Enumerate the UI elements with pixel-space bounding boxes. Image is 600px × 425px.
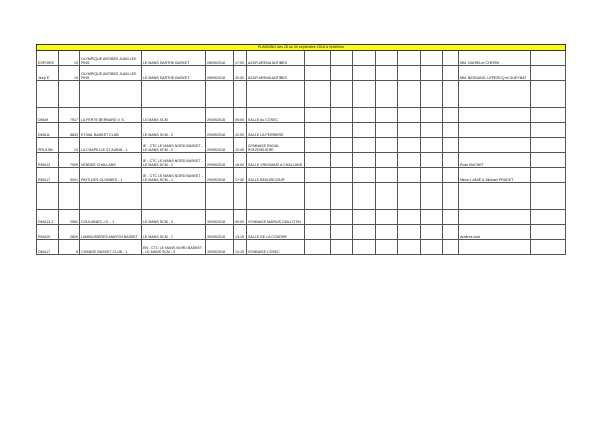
empty-cell [398, 153, 421, 168]
empty-cell [331, 210, 353, 225]
empty-cell [443, 168, 459, 183]
empty-cell [531, 66, 566, 81]
match-number-cell: 3001 [59, 168, 80, 183]
empty-cell [331, 153, 353, 168]
empty-cell [59, 81, 80, 108]
empty-cell [331, 183, 353, 210]
empty-cell [398, 66, 421, 81]
home-team-cell: COULAINES J.S. - 1 [80, 210, 142, 225]
empty-cell [142, 183, 206, 210]
empty-cell [398, 138, 421, 153]
empty-cell [376, 138, 398, 153]
empty-cell [421, 210, 443, 225]
empty-cell [353, 225, 376, 240]
empty-cell [247, 183, 305, 210]
empty-cell [531, 81, 566, 108]
blank-row [37, 183, 566, 210]
empty-cell [305, 183, 331, 210]
empty-cell [37, 81, 59, 108]
match-row [37, 138, 566, 153]
empty-cell [353, 81, 376, 108]
time-cell: 09:00 [234, 210, 247, 225]
empty-cell [398, 168, 421, 183]
empty-cell [443, 138, 459, 153]
empty-cell [398, 81, 421, 108]
venue-cell: SALLE BEAUSEJOUR [247, 168, 305, 183]
date-cell: 28/09/2018 [206, 66, 234, 81]
empty-cell [443, 51, 459, 66]
empty-cell [80, 183, 142, 210]
date-cell: 29/09/2018 [206, 168, 234, 183]
empty-cell [353, 66, 376, 81]
venue-cell: AZUR ARENA ANTIBES [247, 66, 305, 81]
empty-cell [376, 51, 398, 66]
away-team-cell: LE MANS SCM [142, 108, 206, 123]
match-row [37, 66, 566, 81]
blank-row [37, 81, 566, 108]
empty-cell [421, 153, 443, 168]
empty-cell [206, 183, 234, 210]
empty-cell [398, 51, 421, 66]
match-row [37, 240, 566, 255]
notes-cell [459, 108, 531, 123]
empty-cell [234, 81, 247, 108]
empty-cell [59, 183, 80, 210]
empty-cell [398, 210, 421, 225]
empty-cell [459, 81, 531, 108]
empty-cell [305, 51, 331, 66]
venue-cell: SALLE VRIGNAUD A CHALLANS [247, 153, 305, 168]
empty-cell [331, 123, 353, 138]
empty-cell [247, 81, 305, 108]
empty-cell [398, 108, 421, 123]
empty-cell [376, 123, 398, 138]
date-cell: 29/09/2018 [206, 108, 234, 123]
empty-cell [376, 240, 398, 255]
empty-cell [353, 51, 376, 66]
notes-cell: Evan BUCHET [459, 153, 531, 168]
empty-cell [398, 123, 421, 138]
date-cell: 28/09/2018 [206, 51, 234, 66]
empty-cell [353, 123, 376, 138]
home-team-cell: LAMBOISIERES-MARTIN BASKET [80, 225, 142, 240]
date-cell: 30/09/2018 [206, 240, 234, 255]
empty-cell [376, 81, 398, 108]
notes-cell [459, 210, 531, 225]
empty-cell [531, 225, 566, 240]
empty-cell [331, 168, 353, 183]
empty-cell [331, 81, 353, 108]
category-cell: DMU17 [37, 240, 59, 255]
empty-cell [531, 168, 566, 183]
match-number-cell: 19 [59, 66, 80, 81]
venue-cell: SALLE DE LA COUDRE [247, 225, 305, 240]
empty-cell [376, 108, 398, 123]
empty-cell [305, 138, 331, 153]
empty-cell [421, 138, 443, 153]
away-team-cell: IE - CTC LE MANS NORD BASKET - LE MANS SCM - 2 [142, 138, 206, 153]
time-cell: 00:00 [234, 108, 247, 123]
planning-table [36, 44, 566, 255]
match-row [37, 168, 566, 183]
empty-cell [305, 66, 331, 81]
notes-cell: MM. DAHRA et CHERNI [459, 51, 531, 66]
empty-cell [443, 153, 459, 168]
empty-cell [376, 66, 398, 81]
empty-cell [305, 81, 331, 108]
time-cell: 17:00 [234, 51, 247, 66]
empty-cell [531, 153, 566, 168]
date-cell: 29/09/2018 [206, 153, 234, 168]
empty-cell [443, 225, 459, 240]
time-cell: 12:45 [234, 138, 247, 153]
match-number-cell: 13 [59, 138, 80, 153]
home-team-cell: ETIVAL BASKET CLUB [80, 123, 142, 138]
empty-cell [398, 183, 421, 210]
empty-cell [459, 183, 531, 210]
notes-cell: Ninon LAMIE & Mickael PRADET [459, 168, 531, 183]
planning-title: PLANNING des 28 au 30 septembre 2018 à l'extérieur [37, 45, 566, 51]
empty-cell [443, 210, 459, 225]
match-number-cell: 8 [59, 240, 80, 255]
empty-cell [443, 240, 459, 255]
away-team-cell: LE MANS SCM - 2 [142, 123, 206, 138]
empty-cell [353, 108, 376, 123]
time-cell: 12:00 [234, 123, 247, 138]
away-team-cell: LE MANS SARTHE BASKET [142, 51, 206, 66]
empty-cell [353, 183, 376, 210]
empty-cell [421, 123, 443, 138]
empty-cell [234, 183, 247, 210]
away-team-cell: LE MANS SCM - 3 [142, 210, 206, 225]
venue-cell: SALLE du COSEC [247, 108, 305, 123]
empty-cell [376, 225, 398, 240]
category-cell: DMU13-2 [37, 210, 59, 225]
venue-cell: GYMNASE COSEC [247, 240, 305, 255]
notes-cell [459, 123, 531, 138]
match-number-cell: 7909 [59, 153, 80, 168]
empty-cell [421, 225, 443, 240]
empty-cell [531, 183, 566, 210]
empty-cell [421, 81, 443, 108]
empty-cell [443, 123, 459, 138]
empty-cell [305, 225, 331, 240]
match-row [37, 225, 566, 240]
away-team-cell: IE - CTC LE MANS NORD BASKET - LE MANS SCM - 1 [142, 168, 206, 183]
category-cell: RMU13 [37, 153, 59, 168]
away-team-cell: IE - CTC LE MANS NORD BASKET - LE MANS SCM - 1 [142, 153, 206, 168]
empty-cell [531, 108, 566, 123]
date-cell: 30/09/2018 [206, 210, 234, 225]
date-cell: 29/09/2018 [206, 138, 234, 153]
venue-cell: AZUR ARENA ANTIBES [247, 51, 305, 66]
empty-cell [421, 51, 443, 66]
empty-cell [353, 240, 376, 255]
empty-cell [331, 66, 353, 81]
empty-cell [305, 168, 331, 183]
empty-cell [331, 108, 353, 123]
empty-cell [376, 183, 398, 210]
match-row [37, 51, 566, 66]
empty-cell [443, 108, 459, 123]
time-cell: 16:00 [234, 153, 247, 168]
empty-cell [376, 153, 398, 168]
home-team-cell: CHANGE BASKET CLUB - 1 [80, 240, 142, 255]
time-cell: 20:30 [234, 66, 247, 81]
empty-cell [443, 183, 459, 210]
away-team-cell: LE MANS SCM - 1 [142, 225, 206, 240]
home-team-cell: LA FERTE BERNARD V. S. [80, 108, 142, 123]
home-team-cell: OLYMPIQUE ANTIBES JUAN LES PINS [80, 51, 142, 66]
empty-cell [531, 210, 566, 225]
away-team-cell: LE MANS SARTHE BASKET [142, 66, 206, 81]
empty-cell [80, 81, 142, 108]
home-team-cell: PAYS DES OLONNES - 1 [80, 168, 142, 183]
empty-cell [531, 138, 566, 153]
empty-cell [305, 210, 331, 225]
empty-cell [398, 240, 421, 255]
category-cell: DMU9 [37, 108, 59, 123]
category-cell: RMU17 [37, 168, 59, 183]
time-cell: 17:30 [234, 168, 247, 183]
category-cell: Jeep E [37, 66, 59, 81]
category-cell: DMU11 [37, 123, 59, 138]
match-row [37, 153, 566, 168]
empty-cell [376, 168, 398, 183]
home-team-cell: LA CHAPELLE ST AUBIN - 1 [80, 138, 142, 153]
empty-cell [421, 183, 443, 210]
date-cell: 29/09/2018 [206, 123, 234, 138]
venue-cell: SALLE LA FERRIERE [247, 123, 305, 138]
empty-cell [37, 183, 59, 210]
match-row [37, 123, 566, 138]
empty-cell [353, 138, 376, 153]
home-team-cell: OLYMPIQUE ANTIBES JUAN LES PINS [80, 66, 142, 81]
time-cell: 13:15 [234, 225, 247, 240]
home-team-cell: VENDEE CHALLANS [80, 153, 142, 168]
empty-cell [142, 81, 206, 108]
empty-cell [353, 153, 376, 168]
empty-cell [305, 240, 331, 255]
empty-cell [421, 108, 443, 123]
empty-cell [331, 240, 353, 255]
empty-cell [305, 153, 331, 168]
notes-cell: Arbitres club [459, 225, 531, 240]
category-cell: RMU20 [37, 225, 59, 240]
empty-cell [531, 51, 566, 66]
notes-cell [459, 240, 531, 255]
match-row [37, 210, 566, 225]
match-number-cell: 19 [59, 51, 80, 66]
empty-cell [531, 123, 566, 138]
empty-cell [331, 138, 353, 153]
empty-cell [206, 81, 234, 108]
date-cell: 30/09/2018 [206, 225, 234, 240]
notes-cell: MM. BESSANG, LEPERCQ et GUEYNAT [459, 66, 531, 81]
empty-cell [331, 225, 353, 240]
empty-cell [421, 168, 443, 183]
empty-cell [398, 225, 421, 240]
category-cell: ESPOIRS [37, 51, 59, 66]
match-row [37, 108, 566, 123]
match-number-cell: 2962 [59, 210, 80, 225]
empty-cell [305, 123, 331, 138]
empty-cell [421, 66, 443, 81]
empty-cell [376, 210, 398, 225]
category-cell: PRU13M [37, 138, 59, 153]
notes-cell [459, 138, 531, 153]
empty-cell [531, 240, 566, 255]
empty-cell [353, 168, 376, 183]
away-team-cell: EN - CTC LE MANS NORD BASKET - LE MANS SCM - 3 [142, 240, 206, 255]
empty-cell [443, 66, 459, 81]
match-number-cell: 7917 [59, 108, 80, 123]
empty-cell [353, 210, 376, 225]
time-cell: 13:15 [234, 240, 247, 255]
empty-cell [421, 240, 443, 255]
empty-cell [443, 81, 459, 108]
planning-sheet [36, 44, 565, 255]
empty-cell [331, 51, 353, 66]
empty-cell [305, 108, 331, 123]
match-number-cell: 8833 [59, 123, 80, 138]
venue-cell: GYMNASE RAOUL ROUSSELIERE [247, 138, 305, 153]
venue-cell: GYMNASE MARIUS GUILLOTIN [247, 210, 305, 225]
match-number-cell: 2805 [59, 225, 80, 240]
